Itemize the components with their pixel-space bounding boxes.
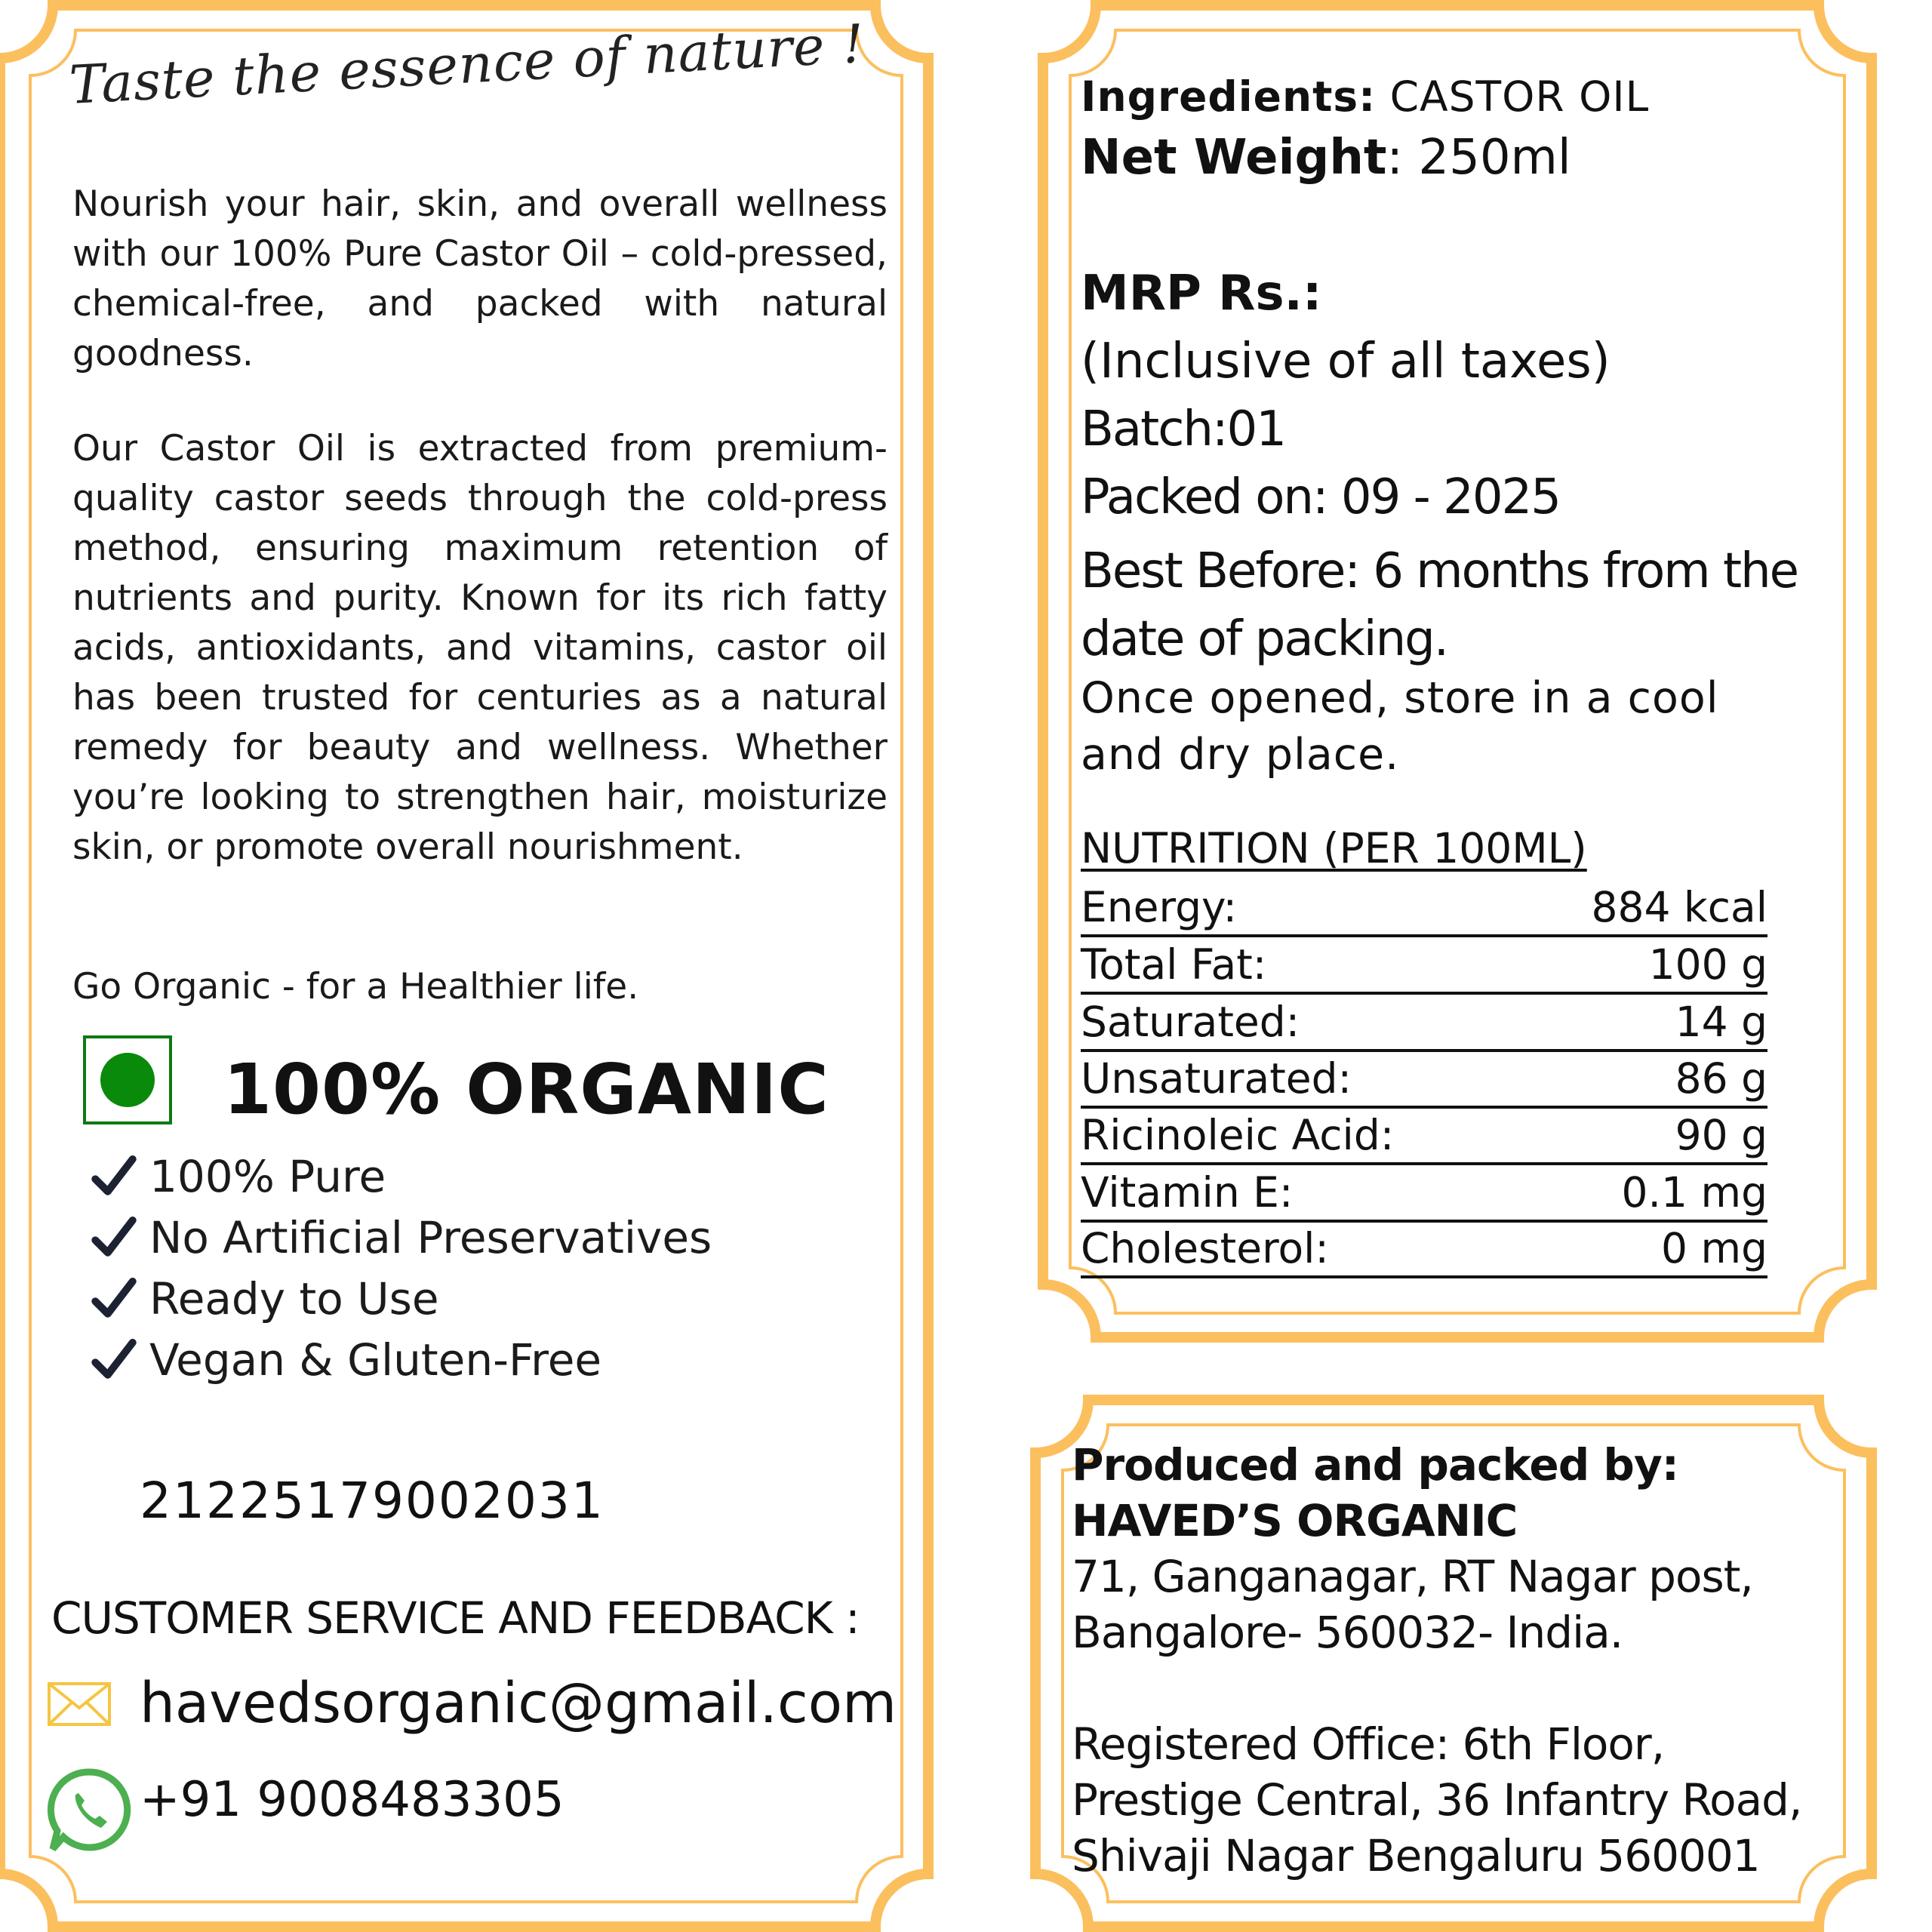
feature-item (89, 1273, 439, 1324)
address-line-2: Bangalore- 560032- India. (1072, 1607, 1623, 1658)
tax-note: (Inclusive of all taxes) (1081, 334, 1611, 389)
nutrition-row (1081, 1223, 1767, 1278)
nutrient-value: 86 g (1675, 1054, 1767, 1103)
address-line-1: 71, Ganganagar, RT Nagar post, (1072, 1551, 1753, 1602)
nutrition-row (1081, 1053, 1767, 1109)
check-icon (89, 1213, 139, 1263)
company-name: HAVED’S ORGANIC (1072, 1495, 1518, 1546)
packed-on: Packed on: 09 - 2025 (1081, 469, 1560, 525)
nutrition-row (1081, 1109, 1767, 1165)
email-link[interactable]: havedsorganic@gmail.com (140, 1671, 897, 1736)
produced-label: Produced and packed by: (1072, 1439, 1678, 1491)
description-paragraph: Our Castor Oil is extracted from premium-quality castor seeds through the cold-press method, ensuring maximum retention of nutrients and purity. Known for its rich fatty acids, antioxidants, and vitamins, castor oil has been trusted for centuries as a natural remedy for beauty and wellness. Whether you’re looking to strengthen hair, moisturize skin, or promote overall nourishment. (72, 428, 888, 868)
nutrient-value: 0 mg (1661, 1224, 1767, 1272)
net-weight-value: : 250ml (1386, 130, 1571, 186)
net-weight-label: Net Weight (1081, 130, 1387, 186)
ingredients-label: Ingredients: (1081, 72, 1377, 121)
slogan: Go Organic - for a Healthier life. (72, 966, 639, 1008)
nutrient-label: Ricinoleic Acid: (1081, 1111, 1395, 1159)
nutrient-label: Unsaturated: (1081, 1054, 1352, 1103)
phone-link[interactable]: +91 9008483305 (140, 1772, 565, 1828)
ingredients-line (1081, 72, 1649, 121)
mail-icon (47, 1681, 112, 1727)
feature-item (89, 1212, 712, 1263)
nutrition-row (1081, 996, 1767, 1052)
batch-number: Batch:01 (1081, 401, 1285, 457)
mrp-label: MRP Rs.: (1081, 266, 1322, 321)
feature-label: Vegan & Gluten-Free (149, 1334, 602, 1386)
nutrient-value: 90 g (1675, 1111, 1767, 1159)
organic-symbol-icon (83, 1035, 172, 1124)
barcode-number: 21225179002031 (140, 1472, 605, 1530)
nutrient-label: Cholesterol: (1081, 1224, 1329, 1272)
customer-service-title: CUSTOMER SERVICE AND FEEDBACK : (51, 1592, 860, 1644)
nutrient-value: 884 kcal (1591, 883, 1767, 931)
nutrient-label: Vitamin E: (1081, 1168, 1294, 1217)
nutrient-value: 0.1 mg (1621, 1168, 1767, 1217)
check-icon (89, 1335, 139, 1385)
feature-label: No Artificial Preservatives (149, 1212, 712, 1263)
nutrient-label: Energy: (1081, 883, 1238, 931)
feature-item (89, 1334, 601, 1386)
feature-label: Ready to Use (149, 1273, 439, 1324)
feature-item (89, 1151, 386, 1202)
nutrient-label: Total Fat: (1081, 940, 1267, 989)
tagline: Taste the essence of nature ! (67, 12, 866, 116)
nutrient-label: Saturated: (1081, 998, 1300, 1046)
check-icon (89, 1274, 139, 1324)
nutrition-title: NUTRITION (PER 100ML) (1081, 824, 1587, 872)
best-before: Best Before: 6 months from the date of packing. (1081, 543, 1798, 667)
storage-note: Once opened, store in a cool and dry place. (1081, 673, 1719, 780)
whatsapp-icon (45, 1766, 134, 1855)
registered-office: Registered Office: 6th Floor, Prestige Central, 36 Infantry Road, Shivaji Nagar Bengaluru 560001 (1072, 1718, 1802, 1881)
organic-title: 100% ORGANIC (223, 1049, 829, 1130)
nutrition-row (1081, 1167, 1767, 1223)
nutrition-row (1081, 881, 1767, 937)
organic-dot-icon (100, 1053, 155, 1107)
nutrient-value: 14 g (1675, 998, 1767, 1046)
intro-paragraph: Nourish your hair, skin, and overall wellness with our 100% Pure Castor Oil – cold-pressed, chemical-free, and packed with natural goodness. (72, 183, 888, 374)
net-weight-line (1081, 130, 1571, 186)
feature-label: 100% Pure (149, 1151, 386, 1202)
check-icon (89, 1152, 139, 1201)
nutrition-row (1081, 939, 1767, 995)
ingredients-value: CASTOR OIL (1389, 72, 1650, 121)
nutrient-value: 100 g (1648, 940, 1767, 989)
